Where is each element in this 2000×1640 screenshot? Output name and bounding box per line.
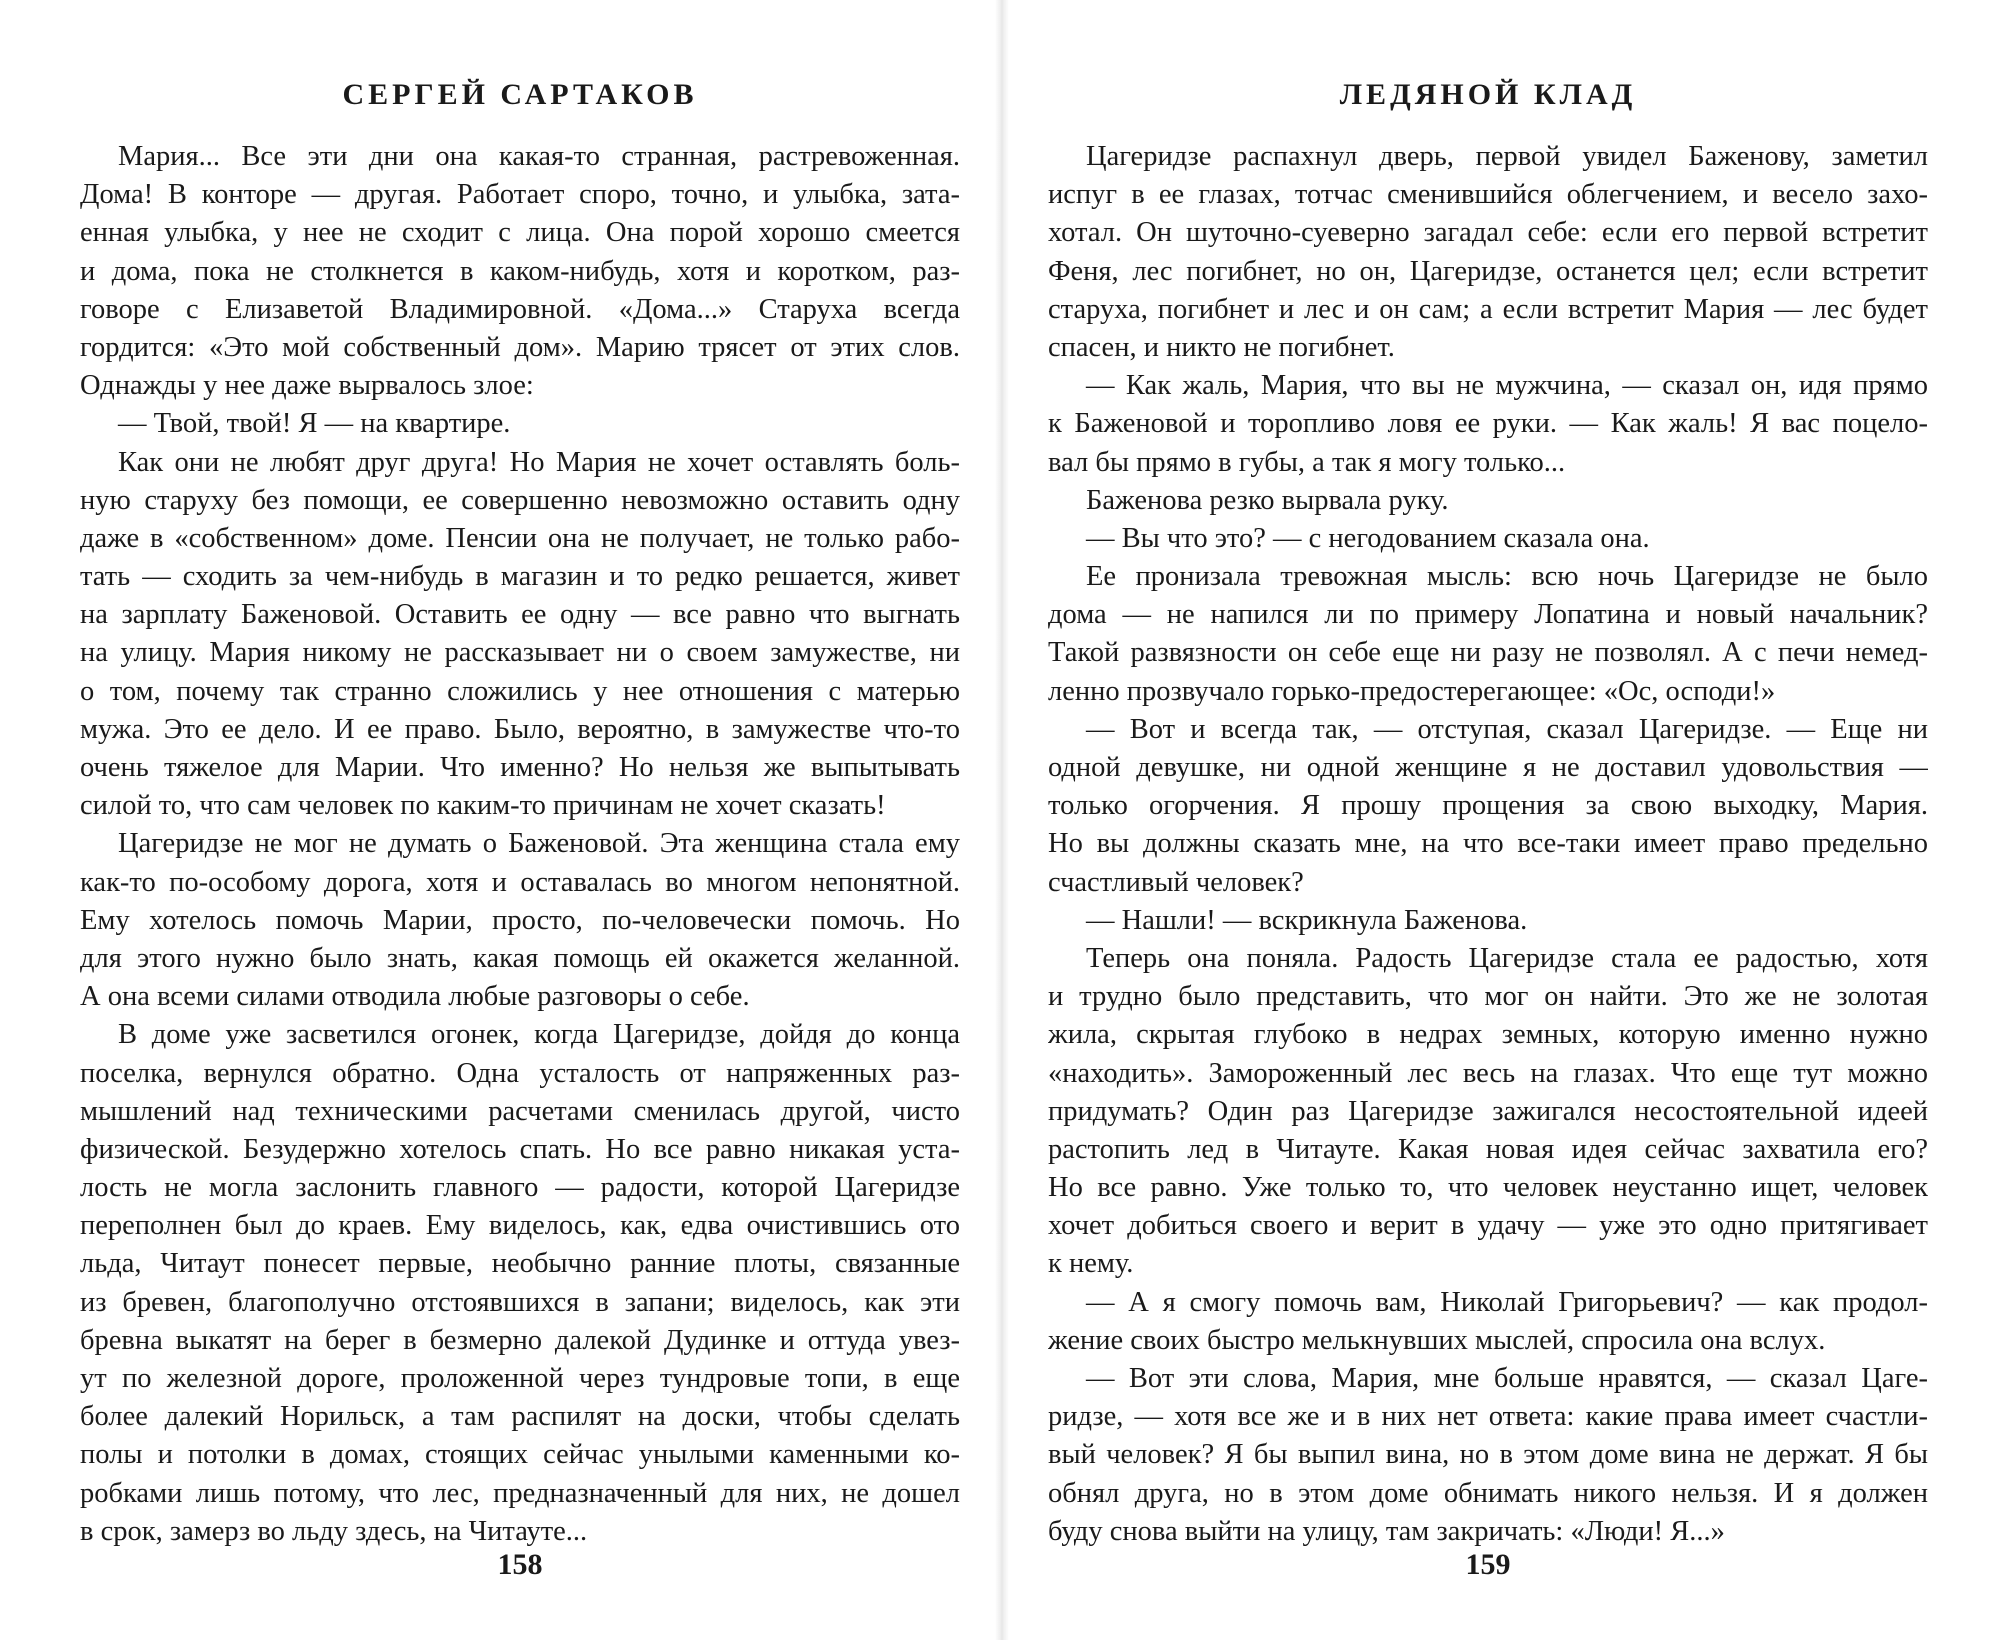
text-line: — Вот эти слова, Мария, мне больше нравятся, — сказал Цаге- xyxy=(1086,1363,1928,1394)
text-line: енная улыбка, у нее не сходит с лица. Она порой хорошо смеется xyxy=(80,217,960,249)
left-page-number: 158 xyxy=(497,1548,543,1581)
text-line: силой то, что сам человек по каким-то причинам не хочет сказать! xyxy=(80,790,886,822)
text-line: жение своих быстро мелькнувших мыслей, спросила она вслух. xyxy=(1048,1324,1826,1356)
text-line: спасен, и никто не погибнет. xyxy=(1048,331,1395,363)
text-line: полы и потолки в домах, стоящих сейчас унылыми каменными ко- xyxy=(80,1439,960,1471)
text-line: Однажды у нее даже вырвалось злое: xyxy=(80,370,534,402)
right-page-number: 159 xyxy=(1465,1548,1511,1581)
text-line: ную старуху без помощи, ее совершенно невозможно оставить одну xyxy=(80,484,960,516)
text-line: одной девушке, ни одной женщине я не доставил удовольствия — xyxy=(1048,752,1928,783)
text-line: очень тяжелое для Марии. Что именно? Но нельзя же выпытывать xyxy=(80,752,960,783)
text-line: Теперь она поняла. Радость Цагеридзе стала ее радостью, хотя xyxy=(1086,942,1928,974)
text-line: Такой развязности он себе еще ни разу не позволял. А с печи немед- xyxy=(1048,637,1928,669)
text-line: в срок, замерз во льду здесь, на Читауте... xyxy=(80,1515,588,1547)
text-line: хотал. Он шуточно-суеверно загадал себе: если его первой встретит xyxy=(1048,217,1928,249)
text-line: мужа. Это ее дело. И ее право. Было, вероятно, в замужестве что-то xyxy=(80,713,960,745)
text-line: дома — не напился ли по примеру Лопатина и новый начальник? xyxy=(1048,599,1928,631)
text-line: робками лишь потому, что лес, предназначенный для них, не дошел xyxy=(80,1477,960,1509)
text-line: вал бы прямо в губы, а так я могу только... xyxy=(1048,446,1566,478)
text-line: Баженова резко вырвала руку. xyxy=(1086,484,1449,516)
text-line: лость не могла заслонить главного — радости, которой Цагеридзе xyxy=(80,1172,960,1204)
text-line: буду снова выйти на улицу, там закричать: «Люди! Я...» xyxy=(1048,1515,1725,1547)
text-line: мышлений над техническими расчетами сменилась другой, чисто xyxy=(80,1095,960,1127)
text-line: поселка, вернулся обратно. Одна усталость от напряженных раз- xyxy=(80,1057,960,1089)
text-line: только огорчения. Я прошу прощения за свою выходку, Мария. xyxy=(1048,790,1928,822)
text-line: тать — сходить за чем-нибудь в магазин и то редко решается, живет xyxy=(80,561,960,593)
text-line: на зарплату Баженовой. Оставить ее одну — все равно что выгнать xyxy=(80,599,960,631)
text-line: Как они не любят друг друга! Но Мария не хочет оставлять боль- xyxy=(118,446,960,478)
text-line: Ему хотелось помочь Марии, просто, по-человечески помочь. Но xyxy=(80,904,960,936)
text-line: из бревен, благополучно отстоявшихся в запани; виделось, как эти xyxy=(80,1286,960,1318)
text-line: — Как жаль, Мария, что вы не мужчина, — сказал он, идя прямо xyxy=(1086,370,1928,402)
text-line: Мария... Все эти дни она какая-то странная, растревоженная. xyxy=(118,141,960,172)
text-line: придумать? Один раз Цагеридзе зажигался несостоятельной идеей xyxy=(1048,1095,1928,1127)
text-line: В доме уже засветился огонек, когда Цагеридзе, дойдя до конца xyxy=(118,1019,960,1051)
right-running-head: ЛЕДЯНОЙ КЛАД xyxy=(1339,78,1637,111)
text-line: как-то по-особому дорога, хотя и оставалась во многом непонятной. xyxy=(80,866,960,898)
text-line: о том, почему так странно сложились у нее отношения с матерью xyxy=(80,675,960,707)
text-line: ленно прозвучало горько-предостерегающее: «Ос, осподи!» xyxy=(1048,675,1776,707)
text-line: хочет добиться своего и верит в удачу — уже это одно притягивает xyxy=(1048,1210,1928,1242)
text-line: более далекий Норильск, а там распилят на доски, чтобы сделать xyxy=(80,1401,960,1433)
text-line: растопить лед в Читауте. Какая новая идея сейчас захватила его? xyxy=(1048,1133,1928,1165)
text-line: ут по железной дороге, проложенной через тундровые топи, в еще xyxy=(80,1363,960,1394)
text-line: — Твой, твой! Я — на квартире. xyxy=(118,408,511,440)
text-line: для этого нужно было знать, какая помощь ей окажется желанной. xyxy=(80,942,960,974)
text-line: испуг в ее глазах, тотчас сменившийся облегчением, и весело захо- xyxy=(1048,179,1928,211)
text-line: и трудно было представить, что мог он найти. Это же не золотая xyxy=(1048,981,1928,1013)
text-line: к Баженовой и торопливо ловя ее руки. — Как жаль! Я вас поцело- xyxy=(1048,408,1928,440)
text-line: к нему. xyxy=(1048,1248,1134,1280)
text-line: даже в «собственном» доме. Пенсии она не получает, не только рабо- xyxy=(80,522,960,554)
text-line: вый человек? Я бы выпил вина, но в этом доме вина не держат. Я бы xyxy=(1048,1439,1928,1471)
text-line: обнял друга, но в этом доме обнимать никого нельзя. И я должен xyxy=(1048,1477,1928,1509)
text-line: Феня, лес погибнет, но он, Цагеридзе, останется цел; если встретит xyxy=(1048,255,1928,287)
left-running-head: СЕРГЕЙ САРТАКОВ xyxy=(342,78,698,111)
text-line: жила, скрытая глубоко в недрах земных, которую именно нужно xyxy=(1048,1019,1928,1051)
text-line: счастливый человек? xyxy=(1048,866,1304,898)
text-line: Но вы должны сказать мне, на что все-таки имеет право предельно xyxy=(1048,828,1928,860)
text-line: — Вот и всегда так, — отступая, сказал Цагеридзе. — Еще ни xyxy=(1086,713,1928,745)
text-line: физической. Безудержно хотелось спать. Но все равно никакая уста- xyxy=(80,1133,960,1165)
text-line: Цагеридзе распахнул дверь, первой увидел Баженову, заметил xyxy=(1086,141,1928,172)
text-line: Цагеридзе не мог не думать о Баженовой. Эта женщина стала ему xyxy=(118,828,960,860)
right-page-body xyxy=(1048,138,1928,1551)
text-line: и дома, пока не столкнется в каком-нибудь, хотя и коротком, раз- xyxy=(80,255,960,287)
text-line: бревна выкатят на берег в безмерно далекой Дудинке и оттуда увез- xyxy=(80,1324,960,1356)
text-line: — Нашли! — вскрикнула Баженова. xyxy=(1086,904,1528,936)
text-line: гордится: «Это мой собственный дом». Марию трясет от этих слов. xyxy=(80,331,960,363)
text-line: Дома! В конторе — другая. Работает споро, точно, и улыбка, зата- xyxy=(80,179,960,211)
text-line: — Вы что это? — с негодованием сказала она. xyxy=(1086,522,1650,554)
text-line: говоре с Елизаветой Владимировной. «Дома...» Старуха всегда xyxy=(80,293,960,325)
right-page xyxy=(1048,0,1928,1640)
text-line: переполнен был до краев. Ему виделось, как, едва очистившись ото xyxy=(80,1210,960,1242)
left-page-body xyxy=(80,138,960,1551)
text-line: — А я смогу помочь вам, Николай Григорьевич? — как продол- xyxy=(1086,1286,1928,1318)
text-line: льда, Читаут понесет первые, необычно ранние плоты, связанные xyxy=(80,1248,960,1280)
text-line: Ее пронизала тревожная мысль: всю ночь Цагеридзе не было xyxy=(1086,561,1928,593)
text-line: «находить». Замороженный лес весь на глазах. Что еще тут можно xyxy=(1048,1057,1928,1089)
text-line: А она всеми силами отводила любые разговоры о себе. xyxy=(80,981,750,1013)
left-page xyxy=(80,0,960,1640)
text-line: старуха, погибнет и лес и он сам; а если встретит Мария — лес будет xyxy=(1048,293,1928,325)
book-gutter xyxy=(995,0,1009,1640)
text-line: на улицу. Мария никому не рассказывает ни о своем замужестве, ни xyxy=(80,637,960,669)
text-line: Но все равно. Уже только то, что человек неустанно ищет, человек xyxy=(1048,1172,1928,1204)
text-line: ридзе, — хотя все же и в них нет ответа: какие права имеет счастли- xyxy=(1048,1401,1928,1433)
